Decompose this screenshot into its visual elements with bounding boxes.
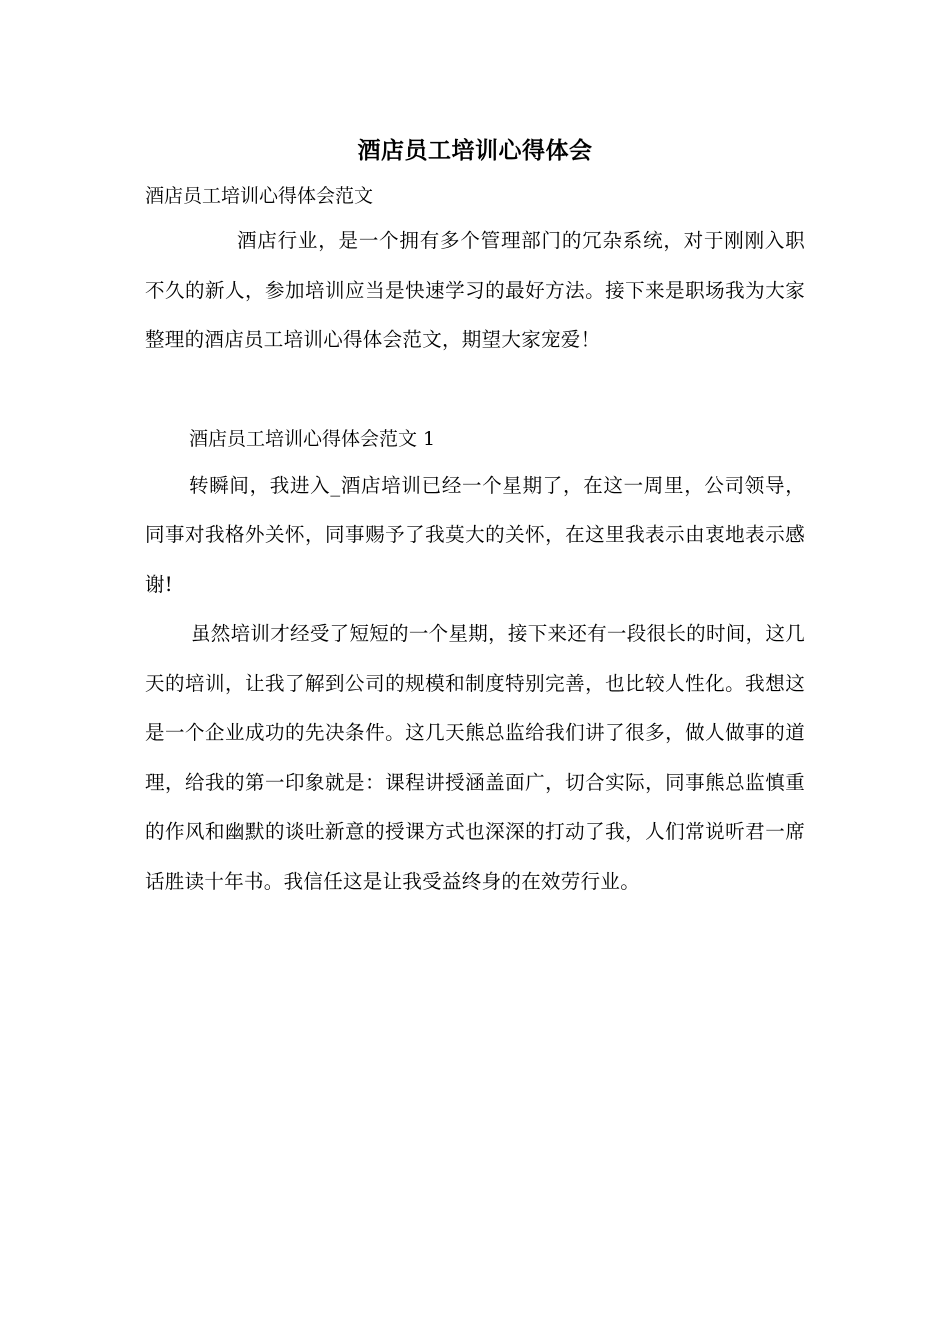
spacer: [145, 365, 805, 417]
section-heading: 酒店员工培训心得体会范文 1: [189, 427, 436, 450]
document-body: [145, 128, 805, 906]
intro-paragraph: 酒店行业，是一个拥有多个管理部门的冗杂系统，对于刚刚入职不久的新人，参加培训应当是快速学习的最好方法。接下来是职场我为大家整理的酒店员工培训心得体会范文，期望大家宠爱！: [145, 229, 805, 351]
body-paragraph-2: 虽然培训才经受了短短的一个星期，接下来还有一段很长的时间，这几天的培训，让我了解到公司的规模和制度特别完善，也比较人性化。我想这是一个企业成功的先决条件。这几天熊总监给我们讲了很多，做人做事的道理，给我的第一印象就是：课程讲授涵盖面广，切合实际，同事熊总监慎重的作风和幽默的谈吐新意的授课方式也深深的打动了我，人们常说听君一席话胜读十年书。我信任这是让我受益终身的在效劳行业。: [145, 622, 805, 893]
document-title: 酒店员工培训心得体会: [357, 137, 593, 164]
body-paragraph-1: 转瞬间，我进入_酒店培训已经一个星期了，在这一周里，公司领导，同事对我格外关怀，同事赐予了我莫大的关怀，在这里我表示由衷地表示感谢!: [145, 473, 805, 596]
document-subtitle: 酒店员工培训心得体会范文: [145, 185, 374, 207]
